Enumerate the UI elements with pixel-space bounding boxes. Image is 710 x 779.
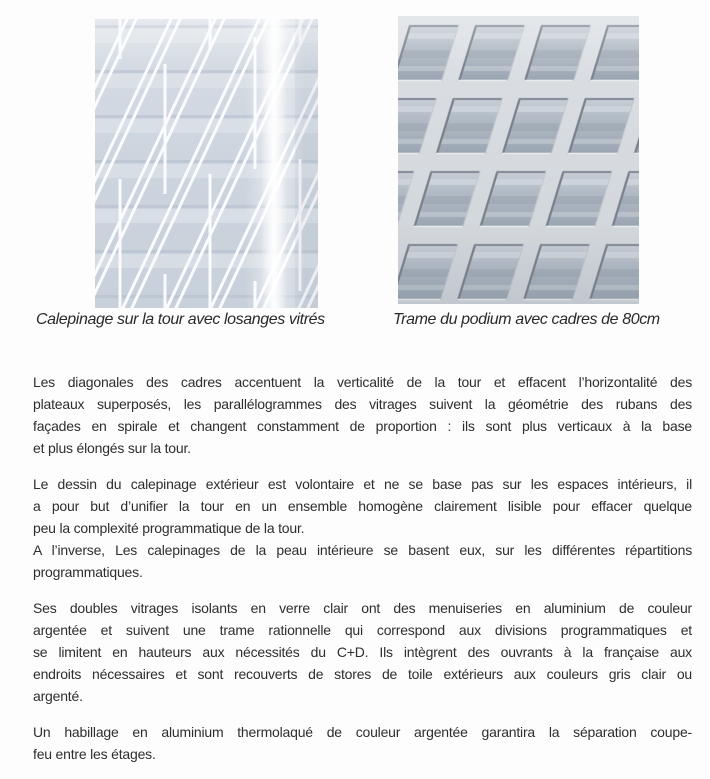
text-line: Les diagonales des cadres accentuent la verticalité de la tour et effacent l’horizontalité des (33, 374, 692, 390)
text-line: A l’inverse, Les calepinages de la peau intérieure se basent eux, sur les différentes répartitions (33, 542, 692, 558)
text-line: plateaux superposés, les parallélogrammes des vitrages suivent la géométrie des rubans des (33, 396, 692, 412)
text-line: et plus élongés sur la tour. (33, 440, 191, 456)
text-line: façades en spirale et changent constamment de proportion : ils sont plus verticaux à la base (33, 418, 692, 434)
text-line: programmatiques. (33, 564, 143, 580)
podium-facade-photo (398, 16, 639, 304)
text-line: Un habillage en aluminium thermolaqué de couleur argentée garantira la séparation coupe- (33, 724, 692, 740)
text-line: se limitent en hauteurs aux nécessités du C+D. Ils intègrent des ouvrants à la française aux (33, 644, 692, 660)
text-line: a pour but d’unifier la tour en un ensemble homogène clairement lisible pour effacer quelque (33, 498, 692, 514)
text-line: feu entre les étages. (33, 746, 156, 762)
text-line: argenté. (33, 688, 83, 704)
text-line: endroits nécessaires et sont recouverts de stores de toile extérieurs aux couleurs gris clair ou (33, 666, 692, 682)
tower-facade-photo (95, 19, 318, 308)
text-line: Le dessin du calepinage extérieur est volontaire et ne se base pas sur les espaces intérieurs, il (33, 476, 692, 492)
figure-caption-podium: Trame du podium avec cadres de 80cm (393, 311, 660, 328)
text-line: peu la complexité programmatique de la tour. (33, 520, 305, 536)
body-text (33, 371, 692, 779)
figure-caption-tower: Calepinage sur la tour avec losanges vitrés (36, 311, 325, 328)
text-line: argentée et suivent une trame rationnelle qui correspond aux divisions programmatiques et (33, 622, 692, 638)
text-line: Ses doubles vitrages isolants en verre clair ont des menuiseries en aluminium de couleur (33, 600, 692, 616)
